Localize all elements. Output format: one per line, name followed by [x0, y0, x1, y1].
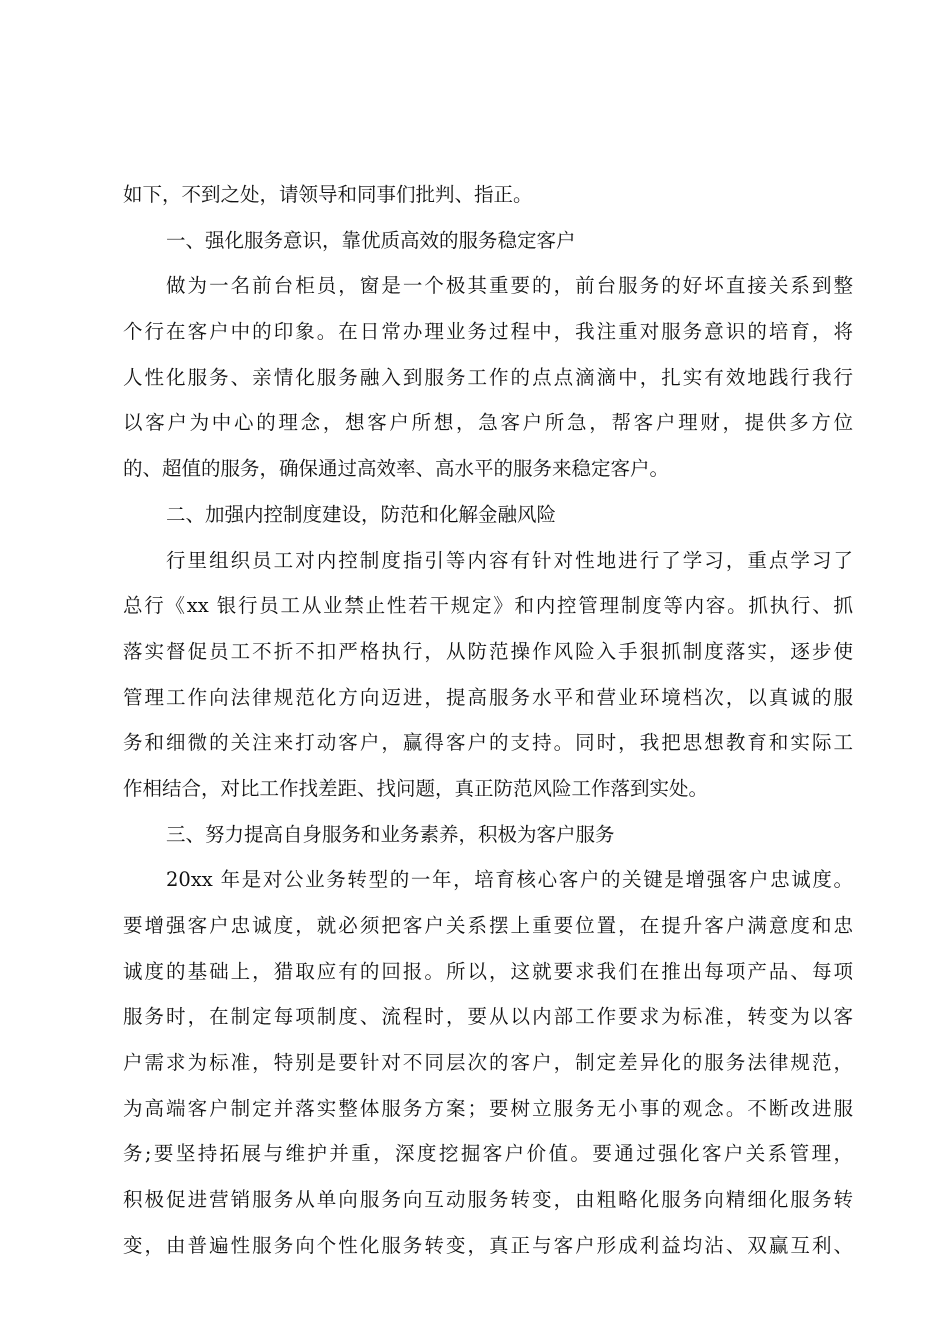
- body-line: 行里组织员工对内控制度指引等内容有针对性地进行了学习，重点学习了: [166, 548, 853, 572]
- body-line: 要增强客户忠诚度，就必须把客户关系摆上重要位置，在提升客户满意度和忠: [123, 914, 853, 937]
- section-heading: 三、努力提高自身服务和业务素养，积极为客户服务: [166, 822, 615, 846]
- body-line: 为高端客户制定并落实整体服务方案；要树立服务无小事的观念。不断改进服: [123, 1096, 853, 1120]
- body-line: 务和细微的关注来打动客户，赢得客户的支持。同时，我把思想教育和实际工: [123, 731, 853, 755]
- body-line: 变，由普遍性服务向个性化服务转变，真正与客户形成利益均沾、双赢互利、: [123, 1233, 853, 1257]
- body-line: 务;要坚持拓展与维护并重，深度挖掘客户价值。要通过强化客户关系管理，: [123, 1142, 853, 1166]
- section-heading: 二、加强内控制度建设，防范和化解金融风险: [166, 502, 557, 526]
- document-body: [123, 172, 853, 1269]
- body-line: 户需求为标准，特别是要针对不同层次的客户，制定差异化的服务法律规范，: [123, 1051, 853, 1075]
- body-line: 管理工作向法律规范化方向迈进，提高服务水平和营业环境档次，以真诚的服: [123, 685, 853, 709]
- body-line: 以客户为中心的理念，想客户所想，急客户所急，帮客户理财，提供多方位: [123, 411, 853, 435]
- section-heading: 一、强化服务意识，靠优质高效的服务稳定客户: [166, 228, 576, 252]
- body-line: 总行《xx 银行员工从业禁止性若干规定》和内控管理制度等内容。抓执行、抓: [123, 594, 853, 618]
- body-line: 如下，不到之处，请领导和同事们批判、指正。: [123, 183, 533, 206]
- body-line: 服务时，在制定每项制度、流程时，要从以内部工作要求为标准，转变为以客: [123, 1005, 853, 1029]
- body-line: 个行在客户中的印象。在日常办理业务过程中，我注重对服务意识的培育，将: [123, 320, 853, 344]
- body-line: 20xx 年是对公业务转型的一年，培育核心客户的关键是增强客户忠诚度。: [166, 868, 853, 892]
- body-line: 做为一名前台柜员，窗是一个极其重要的，前台服务的好坏直接关系到整: [166, 274, 853, 298]
- body-line: 人性化服务、亲情化服务融入到服务工作的点点滴滴中，扎实有效地践行我行: [123, 365, 853, 389]
- body-line: 落实督促员工不折不扣严格执行，从防范操作风险入手狠抓制度落实，逐步使: [123, 639, 853, 663]
- body-line: 的、超值的服务，确保通过高效率、高水平的服务来稳定客户。: [123, 457, 670, 481]
- body-line: 积极促进营销服务从单向服务向互动服务转变，由粗略化服务向精细化服务转: [123, 1188, 853, 1212]
- body-line: 诚度的基础上，猎取应有的回报。所以，这就要求我们在推出每项产品、每项: [123, 959, 853, 983]
- body-line: 作相结合，对比工作找差距、找问题，真正防范风险工作落到实处。: [123, 776, 709, 800]
